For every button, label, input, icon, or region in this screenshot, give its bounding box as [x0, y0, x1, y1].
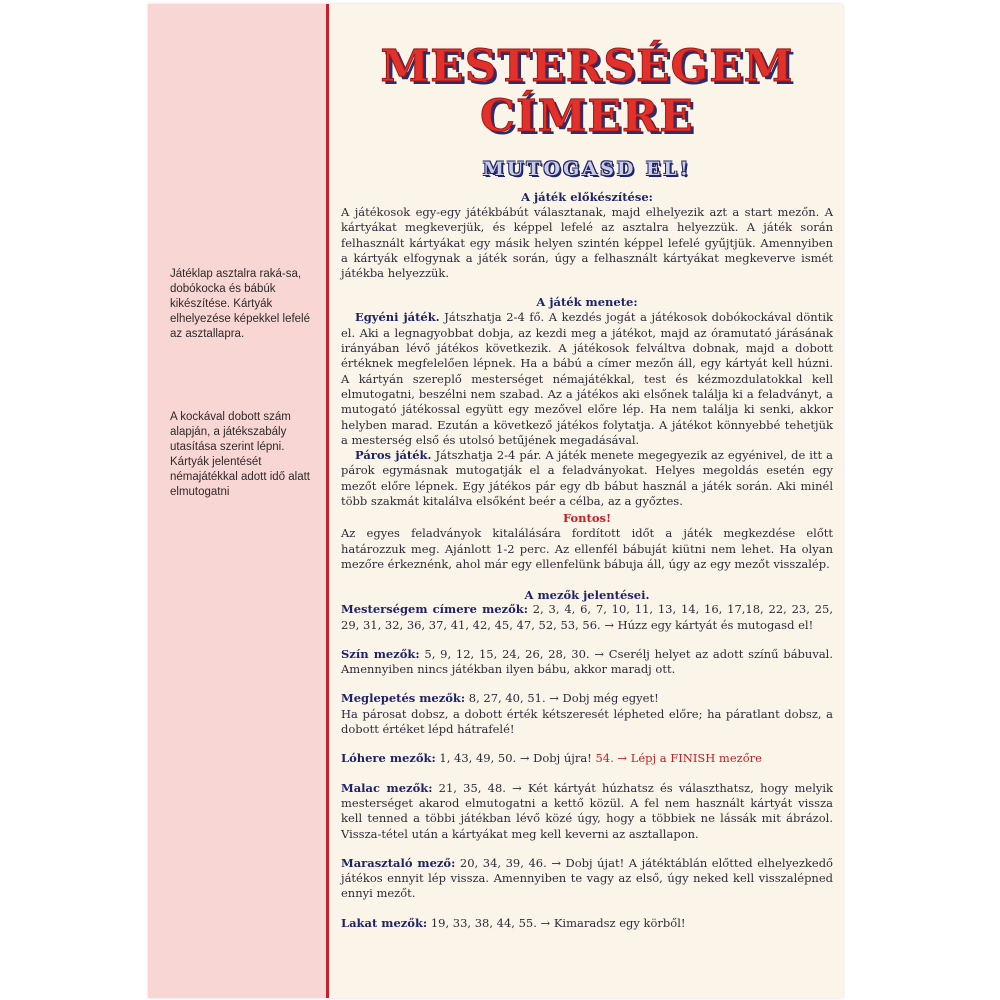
field-stay [341, 856, 833, 902]
important-text: Az egyes feladványok kitalálására fordított időt a játék megkezdése előtt határozzuk meg. Ajánlott 1-2 perc. Az ellenfél bábuját kiütni nem lehet. Ha olyan mezőre érkeznénk, ahol már egy ellenfelünk bábuja áll, úgy az egy mezőt visszalép. [341, 526, 833, 571]
field-color [341, 647, 833, 678]
prep-text: A játékosok egy-egy játékbábút választanak, majd elhelyezik azt a start mezőn. A kártyákat megkeverjük, és képpel lefelé az asztalra helyezzük. A játék során felhasznált kártyákat egy másik helyen szintén képpel lefelé gyűjtjük. Amennyiben a kártyák elfogynak a játék során, úgy a felhasznált kártyákat megkeverve ismét játékba helyezzük. [341, 205, 833, 281]
field-clover-finish: 54. → Lépj a FINISH mezőre [591, 751, 762, 766]
page-title [341, 42, 833, 142]
page-subtitle: MUTOGASD EL! [482, 158, 692, 180]
important-heading: Fontos! [562, 511, 612, 526]
title-line-1: MESTERSÉGEM [380, 41, 794, 92]
field-surprise [341, 691, 833, 706]
field-surprise-text: 8, 27, 40, 51. → Dobj még egyet! [465, 691, 659, 706]
sidebar [148, 4, 326, 998]
pair-game-text: Játszhatja 2-4 pár. A játék menete megegyezik az egyénivel, de itt a párok egymásnak mutogatják el a feladványokat. Helyes megoldás esetén egy mezőt előre lépnek. Egy játékos pár egy db bábut használ a játék során. Aki minél több szakmát kitalálva elsőként beér a célba, az a győztes. [341, 448, 833, 509]
field-coat [341, 602, 833, 633]
sidebar-note-rules: A kockával dobott szám alapján, a játékszabály utasítása szerint lépni. Kártyák jelentését némajátékkal adott idő alatt elmutogatni [170, 411, 311, 498]
field-clover-label: Lóhere mezők: [341, 751, 436, 766]
single-game-text: Játszhatja 2-4 fő. A kezdés jogát a játékosok dobókockával döntik el. Aki a legnagyobbat dobja, az kezdi meg a játékot, majd az óramutató járásának irányában lévő játékos következik. A játékosok felváltva dobnak, majd a dobott értéknek megfelelően lépnek. Ha a bábú a címer mezőn áll, egy kártyát kell húzni. A kártyán szereplő mesterséget némajátékkal, test és kézmozdulatokkal kell elmutogatni, beszélni nem szabad. Az a játékos aki elsőnek találja ki a feladványt, a mutogató játékossal együtt egy mezővel előre lép. Ha nem találja ki senki, akkor helyben marad. Ezután a következő játékos folytatja. A játékot könnyebbé tehetjük a mesterség első és utolsó betűjének megadásával. [341, 310, 833, 447]
margin-line [326, 4, 329, 998]
single-game-label: Egyéni játék. [355, 310, 440, 325]
field-coat-label: Mesterségem címere mezők: [341, 602, 528, 617]
sidebar-note-setup: Játéklap asztalra raká-sa, dobókocka és bábúk kikészítése. Kártyák elhelyezése képekkel lefelé az asztallapra. [170, 268, 311, 340]
pair-game-label: Páros játék. [355, 448, 432, 463]
fields-heading: A mezők jelentései. [524, 588, 650, 603]
field-color-label: Szín mezők: [341, 646, 420, 661]
main-content [341, 42, 833, 931]
field-lock-label: Lakat mezők: [341, 915, 428, 930]
field-pig-text: 21, 35, 48. → Két kártyát húzhatsz és választhatsz, hogy melyik mesterséget akarod elmutogatni a kettő közül. A fel nem használt kártyát vissza kell tenned a többi játékban lévő közé úgy, hogy a többiek ne lássák mit ábrázol. Vissza-tétel után a kártyákat meg kell keverni az asztallapon. [341, 780, 834, 841]
field-clover [341, 751, 833, 766]
field-color-text: 5, 9, 12, 15, 24, 26, 28, 30. → Cserélj helyet az adott színű bábuval. Amennyiben nincs játékban ilyen bábu, akkor maradj ott. [341, 646, 834, 677]
field-clover-text: 1, 43, 49, 50. → Dobj újra! [435, 751, 592, 766]
field-coat-text: 2, 3, 4, 6, 7, 10, 11, 13, 14, 16, 17,18, 22, 23, 25, 29, 31, 32, 36, 37, 41, 42, 45, 47, 52, 53, 56. → Húzz egy kártyát és mutogasd el! [341, 602, 833, 632]
field-surprise-label: Meglepetés mezők: [341, 691, 466, 706]
field-pig-label: Malac mezők: [341, 780, 433, 795]
title-line-2: CÍMERE [480, 91, 694, 142]
flow-heading: A játék menete: [536, 295, 638, 310]
field-stay-text: 20, 34, 39, 46. → Dobj újat! A játéktáblán előtted elhelyezkedő játékos ennyit lép vissza. Amennyiben te vagy az első, úgy neked kell visszalépned ennyi mezőt. [341, 855, 833, 901]
field-pig [341, 781, 833, 842]
field-stay-label: Marasztaló mező: [341, 855, 456, 870]
single-game-paragraph [341, 310, 833, 448]
pair-game-paragraph [341, 448, 833, 509]
field-lock [341, 916, 833, 931]
field-lock-text: 19, 33, 38, 44, 55. → Kimaradsz egy körből! [427, 915, 686, 930]
field-surprise-detail: Ha párosat dobsz, a dobott érték kétszeresét lépheted előre; ha páratlant dobsz, a dobott értéket lépd hátrafelé! [341, 706, 833, 737]
prep-heading: A játék előkészítése: [521, 190, 653, 204]
